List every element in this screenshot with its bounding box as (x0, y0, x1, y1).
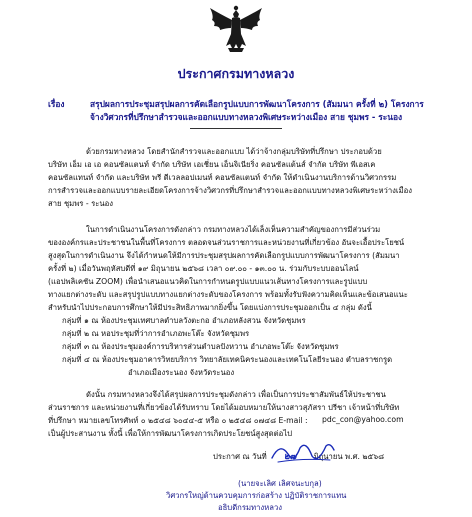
list-item: กลุ่มที่ ๔ ณ ห้องประชุมอาคารวิทยบริการ วิทยาลัยเทคนิคระนองและเทคโนโลยีระนอง ตำบลราชกรูด (62, 355, 393, 364)
paragraph-line: บริษัท เอ็ม เอ เอ คอนซัลแตนท์ จำกัด บริษัท เอเชี่ยน เอ็นจิเนียริ่ง คอนซัลแต้นส์ จำกัด บริษัท พีเอสเค (48, 160, 376, 169)
divider (190, 128, 282, 129)
paragraph-line: ด้วยกรมทางหลวง โดยสำนักสำรวจและออกแบบ ได้ว่าจ้างกลุ่มบริษัทที่ปรึกษา ประกอบด้วย (86, 147, 382, 156)
list-item: กลุ่มที่ ๒ ณ หอประชุมที่ว่าการอำเภอพะโต๊ะ จังหวัดชุมพร (62, 329, 250, 338)
paragraph-line: ทางแยกต่างระดับ และสรุปรูปแบบทางแยกต่างระดับของโครงการ พร้อมทั้งรับฟังความคิดเห็นและข้อเสนอแนะ (48, 290, 408, 299)
signature-mark (268, 438, 338, 466)
subject-line: สรุปผลการประชุมสรุปผลการคัดเลือกรูปแบบการพัฒนาโครงการ (สัมมนา ครั้งที่ ๒) โครงการ (90, 99, 424, 109)
paragraph-line: ที่ปรึกษา หมายเลขโทรศัพท์ ๐ ๒๕๔๘ ๖๐๔๔-๕ หรือ ๐ ๒๕๔๘ ๐๗๔๘ E-mail : (48, 416, 308, 425)
paragraph-line: เป็นผู้ประสานงาน ทั้งนี้ เพื่อให้การพัฒนาโครงการเกิดประโยชน์สูงสุดต่อไป (48, 429, 293, 438)
list-item: กลุ่มที่ ๑ ณ ห้องประชุมเทศบาลตำบลวังตะกอ อำเภอหลังสวน จังหวัดชุมพร (62, 316, 306, 325)
page-title: ประกาศกรมทางหลวง (177, 66, 295, 81)
signatory-position: อธิบดีกรมทางหลวง (218, 503, 283, 512)
signatory-name: (นายจะเลิศ เลิศจนะบกุล) (238, 479, 322, 488)
garuda-emblem-icon (206, 4, 266, 54)
announce-day: ๒๗ (283, 452, 297, 462)
paragraph-line: สูงสุดในการดำเนินงาน จึงได้กำหนดให้มีการประชุมสรุปผลการคัดเลือกรูปแบบการพัฒนาโครงการ (สัมมนา (48, 251, 400, 260)
paragraph-line: ในการดำเนินงานโครงการดังกล่าว กรมทางหลวงได้เล็งเห็นความสำคัญของการมีส่วนร่วม (86, 225, 381, 234)
subject-line: จ้างวิศวกรที่ปรึกษาสำรวจและออกแบบทางหลวงพิเศษระหว่างเมือง สาย ชุมพร - ระนอง (90, 112, 403, 122)
list-item-continuation: อำเภอเมืองระนอง จังหวัดระนอง (128, 368, 235, 377)
paragraph-line: การสำรวจและออกแบบรายละเอียดโครงการจ้างวิศวกรที่ปรึกษาสำรวจและออกแบบทางหลวงพิเศษระหว่างเมือง (48, 186, 412, 195)
paragraph-line: คอนซัลแทนท์ จำกัด และบริษัท พรี ดีเวลลอปเมนท์ คอนซัลแตนท์ จำกัด ให้ดำเนินงานบริการด้านวิศวกรรม (48, 173, 397, 182)
paragraph-line: สาย ชุมพร - ระนอง (48, 199, 113, 208)
paragraph-line: ครั้งที่ ๒) เมื่อวันพฤหัสบดีที่ ๑๙ มิถุนายน ๒๕๖๘ เวลา ๐๙.๐๐ - ๑๓.๐๐ น. ร่วมกับระบบออนไลน์ (48, 264, 359, 273)
announce-prefix: ประกาศ ณ วันที่ (213, 452, 267, 461)
email-link[interactable]: pdc_con@yahoo.com (322, 415, 404, 424)
paragraph-line: ดังนั้น กรมทางหลวงจึงได้สรุปผลการประชุมดังกล่าว เพื่อเป็นการประชาสัมพันธ์ให้ประชาชน (86, 390, 386, 399)
announce-month-year: มิถุนายน พ.ศ. ๒๕๖๘ (313, 452, 385, 461)
paragraph-line: ขององค์กรและประชาชนในพื้นที่โครงการ ตลอดจนส่วนราชการและหน่วยงานที่เกี่ยวข้อง อันจะเอื้อประโยชน์ (48, 238, 405, 247)
list-item: กลุ่มที่ ๓ ณ ห้องประชุมองค์การบริหารส่วนตำบลปังหวาน อำเภอพะโต๊ะ จังหวัดชุมพร (62, 342, 339, 351)
paragraph-line: (แอปพลิเคชัน ZOOM) เพื่อนำเสนอแนวคิดในการกำหนดรูปแบบแนวเส้นทางโครงการและรูปแบบ (48, 277, 368, 286)
paragraph-line: ส่วนราชการ และหน่วยงานที่เกี่ยวข้องได้รับทราบ โดยได้มอบหมายให้นางสาวสุภัสรา ปรีชา เจ้าหน้าที่บริษัท (48, 403, 400, 412)
subject-label: เรื่อง (48, 99, 65, 109)
paragraph-line: สำหรับนำไปประกอบการศึกษาให้มีประสิทธิภาพมากยิ่งขึ้น โดยแบ่งการประชุมออกเป็น ๔ กลุ่ม ดังนี้ (48, 303, 372, 312)
signatory-position: วิศวกรใหญ่ด้านควบคุมการก่อสร้าง ปฏิบัติราชการแทน (166, 491, 347, 500)
